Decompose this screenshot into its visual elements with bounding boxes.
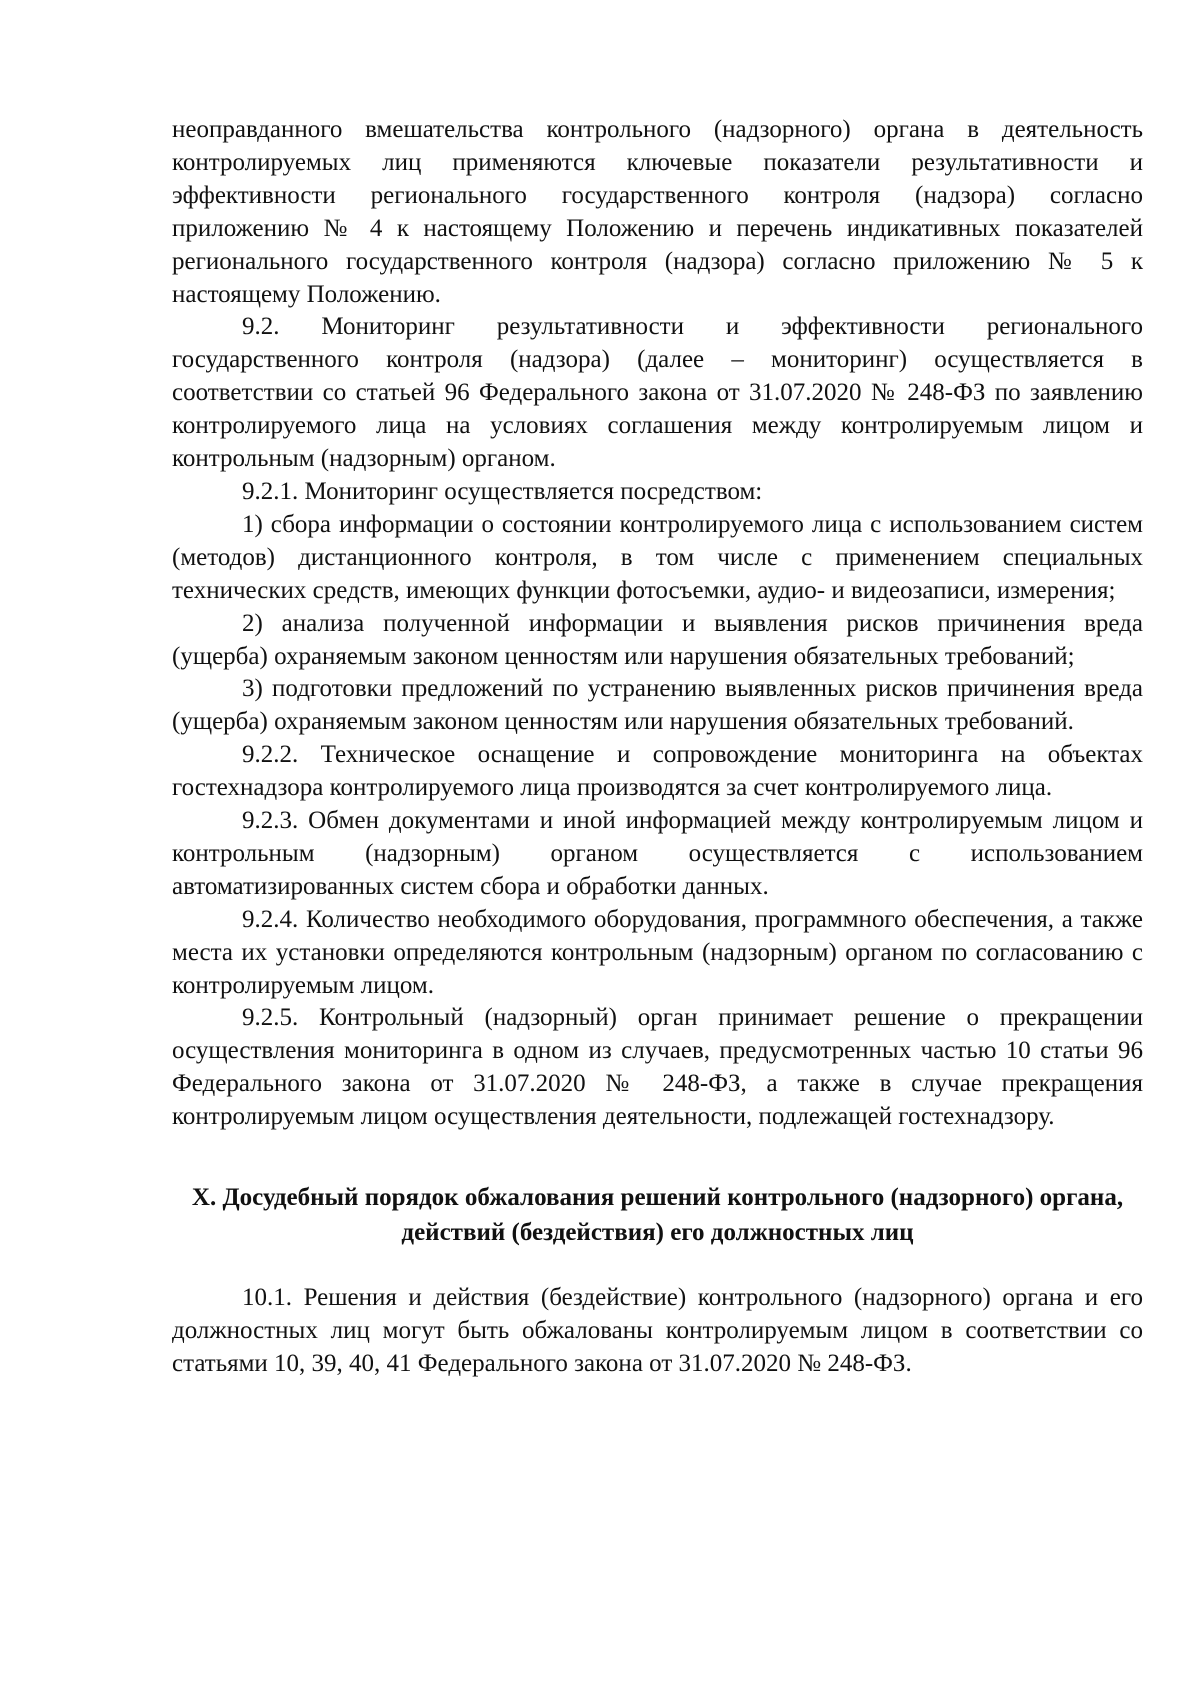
list-item-2: 2) анализа полученной информации и выявления рисков причинения вреда (ущерба) охраняемым законом ценностям или нарушения обязательных требований;	[172, 609, 1143, 670]
paragraph-9-2-5: 9.2.5. Контрольный (надзорный) орган принимает решение о прекращении осуществления мониторинга в одном из случаев, предусмотренных частью 10 статьи 96 Федерального закона от 31.07.2020 № 248-ФЗ, а также в случае прекращения контролируемым лицом осуществления деятельности, подлежащей гостехнадзору.	[172, 1004, 1143, 1131]
paragraph-9-2-2: 9.2.2. Техническое оснащение и сопровождение мониторинга на объектах гостехнадзора контролируемого лица производятся за счет контролируемого лица.	[172, 741, 1143, 802]
document-body	[172, 114, 1143, 1381]
list-item-3: 3) подготовки предложений по устранению выявленных рисков причинения вреда (ущерба) охраняемым законом ценностям или нарушения обязательных требований.	[172, 675, 1143, 736]
paragraph-9-2-1: 9.2.1. Мониторинг осуществляется посредством:	[242, 477, 763, 505]
paragraph-9-2-3: 9.2.3. Обмен документами и иной информацией между контролируемым лицом и контрольным (надзорным) органом осуществляется с использованием автоматизированных систем сбора и обработки данных.	[172, 807, 1143, 900]
paragraph-9-2: 9.2. Мониторинг результативности и эффективности регионального государственного контроля (надзора) (далее – мониторинг) осуществляется в соответствии со статьей 96 Федерального закона от 31.07.2020 № 248-ФЗ по заявлению контролируемого лица на условиях соглашения между контролируемым лицом и контрольным (надзорным) органом.	[172, 313, 1143, 473]
paragraph-continuation: неоправданного вмешательства контрольного (надзорного) органа в деятельность контролируемых лиц применяются ключевые показатели результативности и эффективности регионального государственного контроля (надзора) согласно приложению № 4 к настоящему Положению и перечень индикативных показателей регионального государственного контроля (надзора) согласно приложению № 5 к настоящему Положению.	[172, 116, 1143, 308]
list-item-1: 1) сбора информации о состоянии контролируемого лица с использованием систем (методов) дистанционного контроля, в том числе с применением специальных технических средств, имеющих функции фотосъемки, аудио- и видеозаписи, измерения;	[172, 510, 1143, 604]
section-10-heading: X. Досудебный порядок обжалования решений контрольного (надзорного) органа, действий (бездействия) его должностных лиц	[191, 1184, 1124, 1247]
paragraph-10-1: 10.1. Решения и действия (бездействие) контрольного (надзорного) органа и его должностных лиц могут быть обжалованы контролируемым лицом в соответствии со статьями 10, 39, 40, 41 Федерального закона от 31.07.2020 № 248-ФЗ.	[172, 1284, 1143, 1377]
paragraph-9-2-4: 9.2.4. Количество необходимого оборудования, программного обеспечения, а также места их установки определяются контрольным (надзорным) органом по согласованию с контролируемым лицом.	[172, 905, 1143, 999]
